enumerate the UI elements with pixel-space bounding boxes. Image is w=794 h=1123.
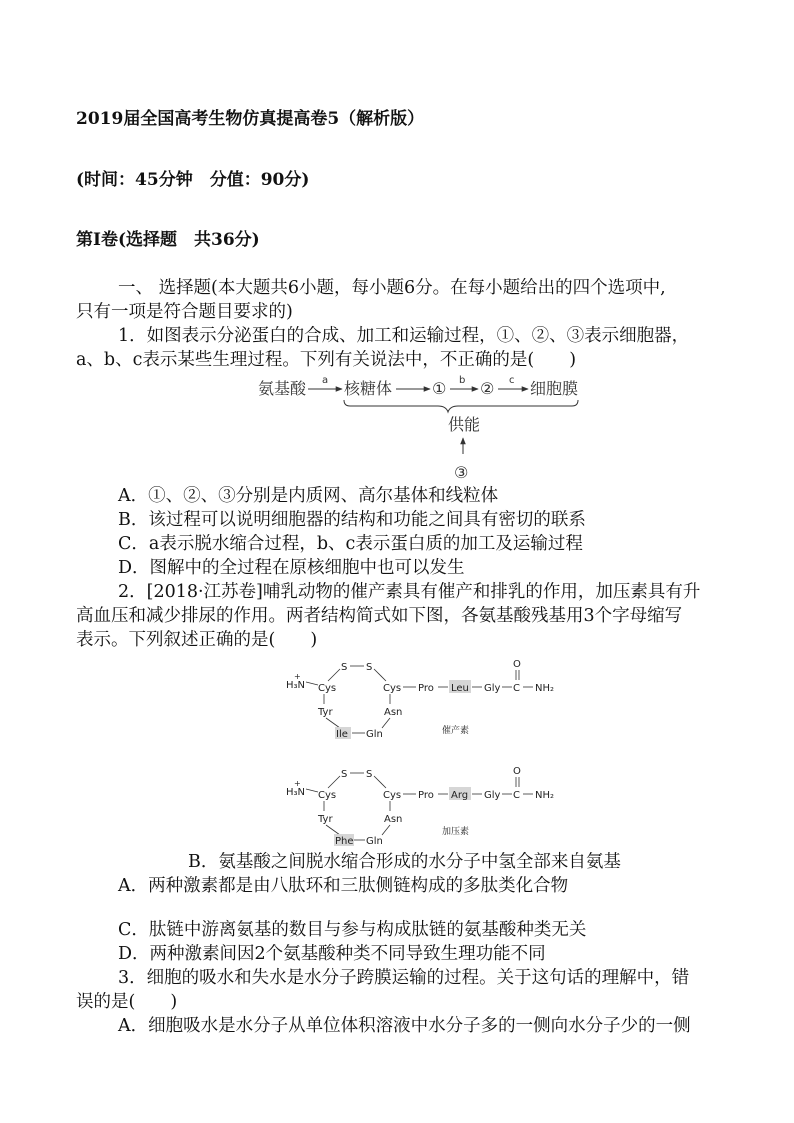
- cell-membrane-label: 细胞膜: [530, 379, 579, 398]
- q1-option-c: C．a表示脱水缩合过程，b、c表示蛋白质的加工及运输过程: [118, 534, 583, 554]
- organelle-3: ③: [454, 463, 469, 482]
- q1-option-b: B．该过程可以说明细胞器的结构和功能之间具有密切的联系: [118, 510, 586, 530]
- section-intro-line2: 只有一项是符合题目要求的): [76, 302, 293, 322]
- q3-option-a: A．细胞吸水是水分子从单位体积溶液中水分子多的一侧向水分子少的一侧: [118, 1016, 691, 1036]
- svg-text:Cys: Cys: [383, 790, 402, 801]
- svg-text:Leu: Leu: [451, 683, 469, 694]
- svg-text:Gln: Gln: [366, 836, 383, 847]
- svg-text:Cys: Cys: [318, 790, 337, 801]
- vasopressin-structure: [280, 762, 570, 852]
- vasopressin-name: 加压素: [442, 827, 470, 837]
- document-title: 2019届全国高考生物仿真提高卷5（解析版）: [76, 109, 425, 129]
- oxytocin-structure: [280, 655, 570, 745]
- svg-text:Tyr: Tyr: [318, 707, 333, 718]
- oxytocin-name: 催产素: [442, 726, 470, 736]
- svg-text:Asn: Asn: [384, 707, 403, 718]
- svg-text:Tyr: Tyr: [318, 814, 333, 825]
- svg-text:S: S: [341, 769, 348, 780]
- q2-stem-line1: 2．[2018·江苏卷]哺乳动物的催产素具有催产和排乳的作用，加压素具有升: [118, 582, 701, 602]
- energy-label: 供能: [448, 415, 481, 434]
- q2-option-a: A．两种激素都是由八肽环和三肽侧链构成的多肽类化合物: [118, 876, 569, 896]
- ribosome-label: 核糖体: [344, 379, 393, 398]
- q1-stem-line2: a、b、c表示某些生理过程。下列有关说法中，不正确的是( ): [76, 350, 577, 370]
- organelle-2: ②: [480, 379, 495, 398]
- q1-option-d: D．图解中的全过程在原核细胞中也可以发生: [118, 558, 465, 578]
- svg-text:S: S: [366, 769, 373, 780]
- svg-text:C: C: [513, 790, 520, 801]
- svg-text:S: S: [341, 662, 348, 673]
- brace: [344, 400, 578, 412]
- svg-text:O: O: [513, 766, 521, 777]
- q1-stem-line1: 1．如图表示分泌蛋白的合成、加工和运输过程，①、②、③表示细胞器，: [118, 326, 690, 346]
- svg-text:+: +: [294, 672, 301, 681]
- svg-text:NH₂: NH₂: [535, 790, 555, 801]
- organelle-1: ①: [432, 379, 447, 398]
- svg-text:S: S: [366, 662, 373, 673]
- time-score-line: (时间：45分钟 分值：90分): [76, 170, 310, 190]
- svg-text:Cys: Cys: [318, 683, 337, 694]
- amino-acid-label: 氨基酸: [258, 379, 307, 398]
- q2-option-c: C．肽链中游离氨基的数目与参与构成肽链的氨基酸种类无关: [118, 920, 587, 940]
- svg-text:Asn: Asn: [384, 814, 403, 825]
- svg-text:H₃N: H₃N: [286, 680, 306, 691]
- q2-option-b: B．氨基酸之间脱水缩合形成的水分子中氢全部来自氨基: [188, 852, 621, 872]
- svg-text:C: C: [513, 683, 520, 694]
- svg-text:Gln: Gln: [366, 729, 383, 740]
- q2-stem-line3: 表示。下列叙述正确的是( ): [76, 630, 318, 650]
- svg-text:Gly: Gly: [484, 683, 501, 694]
- q1-option-a: A．①、②、③分别是内质网、高尔基体和线粒体: [118, 486, 499, 506]
- svg-text:H₃N: H₃N: [286, 787, 306, 798]
- q3-stem-line2: 误的是( ): [76, 992, 178, 1012]
- svg-text:Cys: Cys: [383, 683, 402, 694]
- svg-text:O: O: [513, 659, 521, 670]
- svg-text:Ile: Ile: [336, 729, 348, 740]
- q2-option-d: D．两种激素间因2个氨基酸种类不同导致生理功能不同: [118, 944, 546, 964]
- q2-stem-line2: 高血压和减少排尿的作用。两者结构简式如下图，各氨基酸残基用3个字母缩写: [76, 606, 683, 626]
- label-a: a: [322, 375, 329, 386]
- label-c: c: [509, 375, 515, 386]
- svg-text:Gly: Gly: [484, 790, 501, 801]
- q3-stem-line1: 3．细胞的吸水和失水是水分子跨膜运输的过程。关于这句话的理解中，错: [118, 968, 690, 988]
- section-intro-line1: 一、 选择题(本大题共6小题，每小题6分。在每小题给出的四个选项中,: [118, 278, 666, 298]
- part-heading: 第Ⅰ卷(选择题 共36分): [76, 230, 260, 250]
- svg-text:Arg: Arg: [451, 790, 469, 801]
- svg-text:+: +: [294, 779, 301, 788]
- q1-process-diagram: [250, 372, 590, 484]
- svg-text:Phe: Phe: [335, 836, 354, 847]
- label-b: b: [459, 375, 466, 386]
- svg-text:NH₂: NH₂: [535, 683, 555, 694]
- svg-text:Pro: Pro: [418, 790, 434, 801]
- svg-text:Pro: Pro: [418, 683, 434, 694]
